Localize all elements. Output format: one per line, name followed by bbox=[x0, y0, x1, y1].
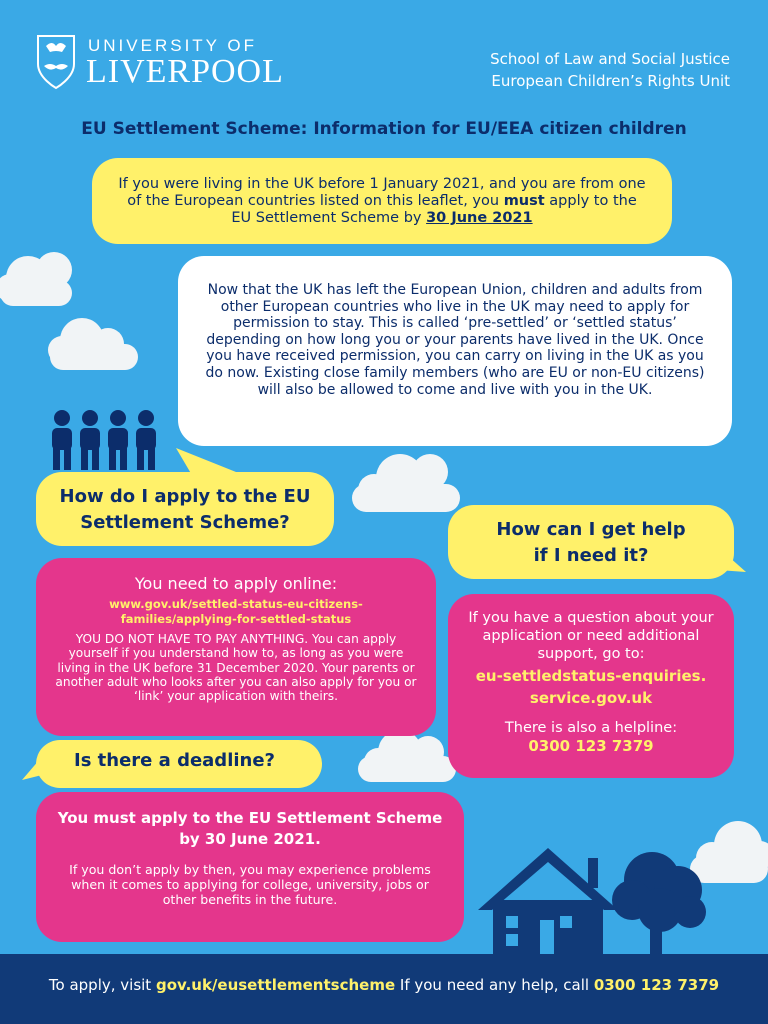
help-question-line-2: if I need it? bbox=[533, 545, 649, 566]
apply-heading: You need to apply online: bbox=[134, 574, 338, 593]
cloud-icon bbox=[690, 821, 768, 883]
deadline-body: If you don’t apply by then, you may experience problems when it comes to applying for college, university, jobs or other benefits in the future. bbox=[69, 862, 431, 907]
footer-text-1: To apply, visit bbox=[48, 976, 156, 994]
university-logo bbox=[36, 34, 286, 94]
footer-bar bbox=[0, 954, 768, 1024]
deadline-info-box bbox=[36, 792, 464, 942]
school-name bbox=[490, 48, 730, 92]
about-bubble bbox=[178, 256, 732, 446]
apply-info-box bbox=[36, 558, 436, 736]
school-line-2: European Children’s Rights Unit bbox=[491, 72, 730, 90]
footer-text-2: If you need any help, call bbox=[395, 976, 594, 994]
cloud-icon bbox=[352, 454, 460, 512]
intro-deadline: 30 June 2021 bbox=[426, 210, 533, 226]
help-body: If you have a question about your application or need additional support, go to: bbox=[468, 610, 714, 662]
page-title: EU Settlement Scheme: Information for EU/EEA citizen children bbox=[81, 119, 687, 139]
help-question-bubble bbox=[448, 505, 734, 579]
cloud-icon bbox=[358, 730, 456, 782]
about-text: Now that the UK has left the European Union, children and adults from other European countries who live in the UK may need to apply for permission to stay. This is called ‘pre-settled’ or ‘settled status’ depending on how long you or your parents have lived in the UK. Once you have received permission, you can carry on living in the UK as you do now. Existing close family members (who are EU or non-EU citizens) will also be allowed to come and live with you in the UK. bbox=[205, 282, 705, 398]
intro-text: If you were living in the UK before 1 January 2021, and you are from one of the European countries listed on this leaflet, you bbox=[118, 176, 646, 209]
apply-question-line-1: How do I apply to the EU bbox=[59, 486, 311, 507]
apply-body: YOU DO NOT HAVE TO PAY ANYTHING. You can apply yourself if you understand how to, as long as you were living in the UK before 31 December 2020. Your parents or another adult who looks after you can also apply for you or ‘link’ your application with theirs. bbox=[55, 632, 417, 704]
deadline-heading: You must apply to the EU Settlement Scheme by 30 June 2021. bbox=[57, 809, 443, 848]
apply-link[interactable] bbox=[52, 597, 420, 627]
cloud-icon bbox=[0, 252, 72, 306]
apply-question-bubble bbox=[36, 472, 334, 546]
intro-emphasis: must bbox=[503, 193, 545, 209]
school-line-1: School of Law and Social Justice bbox=[490, 50, 730, 68]
cloud-icon bbox=[48, 318, 138, 370]
logo-line-2: LIVERPOOL bbox=[86, 53, 284, 90]
help-question-line-1: How can I get help bbox=[496, 519, 686, 540]
helpline-number[interactable]: 0300 123 7379 bbox=[528, 737, 654, 755]
deadline-question-bubble bbox=[36, 740, 322, 788]
footer-link[interactable]: gov.uk/eusettlementscheme bbox=[155, 976, 396, 994]
intro-bubble bbox=[92, 158, 672, 244]
apply-question-line-2: Settlement Scheme? bbox=[80, 512, 290, 533]
intro-text-middle: apply to the EU Settlement Scheme by bbox=[231, 193, 637, 226]
help-link-line-2: service.gov.uk bbox=[529, 689, 653, 707]
help-link-line-1: eu-settledstatus-enquiries. bbox=[475, 667, 707, 685]
footer-phone[interactable]: 0300 123 7379 bbox=[593, 976, 720, 994]
deadline-question: Is there a deadline? bbox=[74, 750, 275, 771]
logo-line-1: UNIVERSITY OF bbox=[88, 36, 258, 55]
help-info-box bbox=[448, 594, 734, 778]
family-icon bbox=[52, 410, 156, 470]
helpline-label: There is also a helpline: bbox=[504, 720, 678, 736]
house-icon bbox=[478, 848, 618, 956]
apply-link-line-1: www.gov.uk/settled-status-eu-citizens- bbox=[109, 597, 363, 611]
apply-link-line-2: families/applying-for-settled-status bbox=[120, 612, 352, 626]
crest-icon bbox=[36, 34, 76, 90]
help-link[interactable] bbox=[460, 665, 722, 709]
